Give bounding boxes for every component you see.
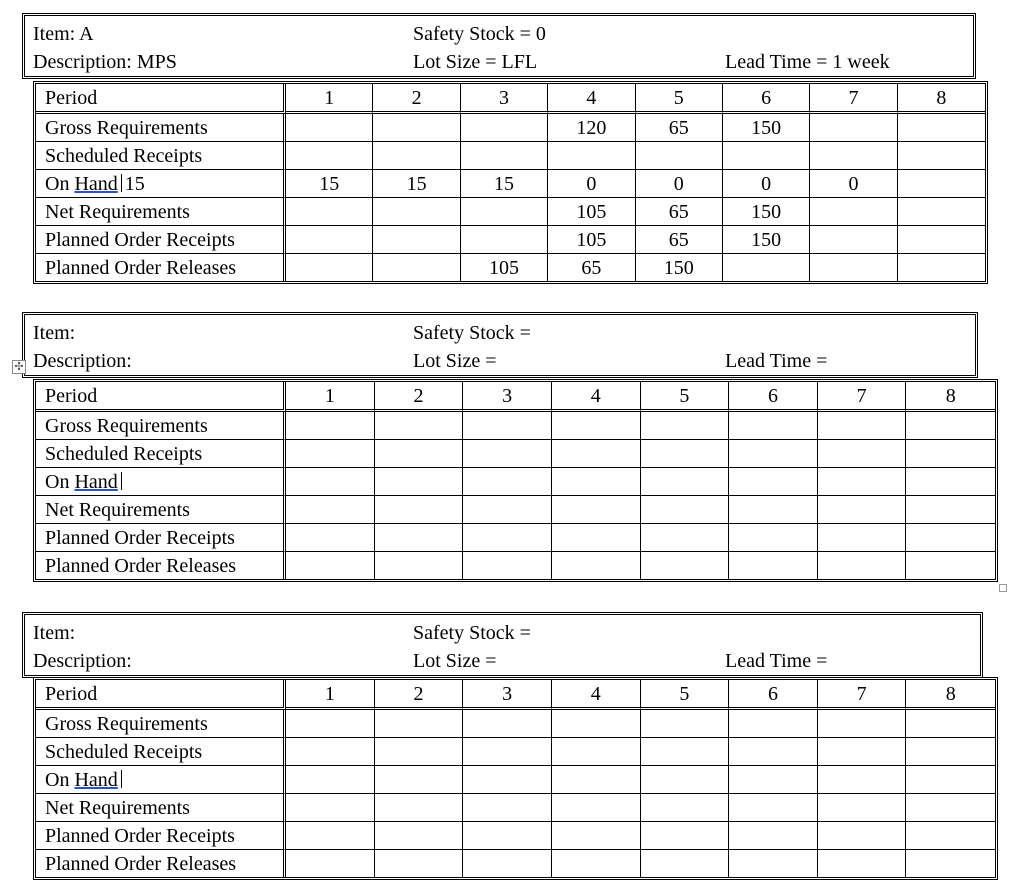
- grid-cell[interactable]: [906, 496, 995, 524]
- grid-cell[interactable]: [906, 552, 995, 579]
- mrp-row: [36, 440, 995, 468]
- period-number: 2: [375, 382, 464, 412]
- grid-cell[interactable]: 0: [810, 170, 897, 198]
- row-label: Planned Order Releases: [36, 254, 286, 281]
- mrp-row: [36, 412, 995, 440]
- period-number: 8: [898, 84, 985, 114]
- grid-cell[interactable]: [729, 850, 818, 877]
- grid-cell[interactable]: [286, 766, 375, 794]
- grid-cell[interactable]: [898, 254, 985, 281]
- row-label: Scheduled Receipts: [36, 738, 286, 766]
- row-label: Gross Requirements: [36, 114, 286, 142]
- on-hand-word: Hand: [74, 470, 118, 493]
- grid-cell[interactable]: [641, 822, 730, 850]
- grid-cell[interactable]: [906, 468, 995, 496]
- description-field[interactable]: Description: MPS: [33, 51, 177, 73]
- lead-time-field[interactable]: Lead Time =: [725, 350, 828, 372]
- period-number: 7: [810, 84, 897, 114]
- lead-time-field[interactable]: Lead Time =: [725, 650, 828, 672]
- grid-cell[interactable]: [286, 822, 375, 850]
- grid-cell[interactable]: 0: [723, 170, 810, 198]
- grid-cell[interactable]: [641, 468, 730, 496]
- row-label: Net Requirements: [36, 794, 286, 822]
- grid-cell[interactable]: [818, 766, 907, 794]
- period-number: 2: [375, 680, 464, 710]
- grid-cell[interactable]: [729, 552, 818, 579]
- grid-cell[interactable]: 15: [461, 170, 548, 198]
- grid-cell[interactable]: [463, 496, 552, 524]
- grid-cell[interactable]: [729, 440, 818, 468]
- row-label: Net Requirements: [36, 198, 286, 226]
- grid-cell[interactable]: [641, 738, 730, 766]
- grid-cell[interactable]: [286, 226, 373, 254]
- row-label: Scheduled Receipts: [36, 440, 286, 468]
- grid-cell[interactable]: [818, 468, 907, 496]
- grid-cell[interactable]: [463, 412, 552, 440]
- record-header-3: [22, 612, 983, 678]
- grid-cell[interactable]: [641, 524, 730, 552]
- grid-cell[interactable]: [810, 114, 897, 142]
- period-number: 1: [286, 84, 373, 114]
- grid-cell[interactable]: [375, 766, 464, 794]
- grid-cell[interactable]: 105: [461, 254, 548, 281]
- grid-cell[interactable]: [463, 822, 552, 850]
- grid-cell[interactable]: 65: [548, 254, 635, 281]
- grid-cell[interactable]: [552, 552, 641, 579]
- grid-cell[interactable]: [286, 198, 373, 226]
- mrp-row: [36, 254, 985, 281]
- on-hand-word: Hand: [74, 768, 118, 791]
- on-hand-initial[interactable]: 15: [124, 172, 145, 195]
- period-number: 6: [729, 680, 818, 710]
- period-number: 7: [818, 680, 907, 710]
- item-field[interactable]: Item:: [33, 322, 76, 344]
- row-label: Scheduled Receipts: [36, 142, 286, 170]
- grid-cell[interactable]: [810, 226, 897, 254]
- period-header-row: [36, 84, 985, 114]
- lot-size-field[interactable]: Lot Size =: [413, 350, 497, 372]
- period-number: 1: [286, 680, 375, 710]
- grid-cell[interactable]: [818, 412, 907, 440]
- mrp-row: [36, 226, 985, 254]
- grid-cell[interactable]: [375, 468, 464, 496]
- grid-cell[interactable]: [461, 142, 548, 170]
- grid-cell[interactable]: [463, 850, 552, 877]
- grid-cell[interactable]: [375, 412, 464, 440]
- grid-cell[interactable]: [552, 766, 641, 794]
- grid-cell[interactable]: [286, 468, 375, 496]
- period-number: 3: [463, 680, 552, 710]
- grid-cell[interactable]: [810, 198, 897, 226]
- period-number: 6: [729, 382, 818, 412]
- grid-cell[interactable]: [461, 198, 548, 226]
- grid-cell[interactable]: [375, 524, 464, 552]
- mrp-table-3: [33, 677, 998, 880]
- period-number: 3: [463, 382, 552, 412]
- period-number: 4: [552, 382, 641, 412]
- grid-cell[interactable]: [906, 822, 995, 850]
- grid-cell[interactable]: [552, 496, 641, 524]
- grid-cell[interactable]: [373, 254, 460, 281]
- grid-cell[interactable]: [810, 142, 897, 170]
- grid-cell[interactable]: [463, 524, 552, 552]
- text-cursor: [121, 174, 122, 192]
- period-label: Period: [36, 382, 286, 412]
- grid-cell[interactable]: [286, 142, 373, 170]
- mrp-row: [36, 468, 995, 496]
- period-header-row: [36, 382, 995, 412]
- grid-cell[interactable]: [818, 710, 907, 738]
- record-header-1: [22, 13, 976, 79]
- grid-cell[interactable]: [729, 738, 818, 766]
- resize-handle-icon[interactable]: [999, 584, 1007, 592]
- period-label: Period: [36, 84, 286, 114]
- grid-cell[interactable]: 0: [636, 170, 723, 198]
- grid-cell[interactable]: [463, 738, 552, 766]
- grid-cell[interactable]: [729, 794, 818, 822]
- grid-cell[interactable]: [552, 412, 641, 440]
- mrp-row: [36, 142, 985, 170]
- grid-cell[interactable]: [286, 850, 375, 877]
- grid-cell[interactable]: [898, 198, 985, 226]
- grid-cell[interactable]: [375, 710, 464, 738]
- grid-cell[interactable]: [818, 850, 907, 877]
- period-number: 5: [641, 680, 730, 710]
- grid-cell[interactable]: [729, 822, 818, 850]
- text-cursor: [121, 472, 122, 490]
- grid-cell[interactable]: [286, 524, 375, 552]
- grid-cell[interactable]: [729, 710, 818, 738]
- grid-cell[interactable]: [375, 496, 464, 524]
- period-number: 3: [461, 84, 548, 114]
- grid-cell[interactable]: [810, 254, 897, 281]
- description-field[interactable]: Description:: [33, 650, 132, 672]
- grid-cell[interactable]: [641, 766, 730, 794]
- grid-cell[interactable]: [818, 794, 907, 822]
- period-number: 8: [906, 382, 995, 412]
- row-label: Planned Order Receipts: [36, 524, 286, 552]
- grid-cell[interactable]: [461, 114, 548, 142]
- grid-cell[interactable]: [286, 254, 373, 281]
- mrp-row: [36, 496, 995, 524]
- grid-cell[interactable]: [286, 738, 375, 766]
- mrp-row: [36, 198, 985, 226]
- grid-cell[interactable]: 0: [548, 170, 635, 198]
- mrp-row: [36, 766, 995, 794]
- period-number: 2: [373, 84, 460, 114]
- grid-cell[interactable]: [552, 850, 641, 877]
- grid-cell[interactable]: [373, 142, 460, 170]
- grid-cell[interactable]: [898, 114, 985, 142]
- mrp-table-2: [33, 379, 998, 582]
- grid-cell[interactable]: [463, 794, 552, 822]
- item-field[interactable]: Item: A: [33, 23, 94, 45]
- period-number: 8: [906, 680, 995, 710]
- grid-cell[interactable]: [723, 142, 810, 170]
- grid-cell[interactable]: [906, 738, 995, 766]
- grid-cell[interactable]: [552, 440, 641, 468]
- grid-cell[interactable]: [375, 552, 464, 579]
- grid-cell[interactable]: [286, 710, 375, 738]
- period-number: 4: [552, 680, 641, 710]
- mrp-row: [36, 114, 985, 142]
- grid-cell[interactable]: 15: [286, 170, 373, 198]
- mrp-row: [36, 794, 995, 822]
- grid-cell[interactable]: [375, 822, 464, 850]
- grid-cell[interactable]: [898, 170, 985, 198]
- grid-cell[interactable]: [729, 412, 818, 440]
- row-label: Planned Order Releases: [36, 552, 286, 579]
- grid-cell[interactable]: [906, 766, 995, 794]
- grid-cell[interactable]: [636, 142, 723, 170]
- row-label: Planned Order Receipts: [36, 822, 286, 850]
- period-number: 5: [636, 84, 723, 114]
- grid-cell[interactable]: [286, 794, 375, 822]
- grid-cell[interactable]: [373, 114, 460, 142]
- grid-cell[interactable]: [906, 524, 995, 552]
- grid-cell[interactable]: [898, 226, 985, 254]
- grid-cell[interactable]: [906, 794, 995, 822]
- grid-cell[interactable]: [286, 440, 375, 468]
- mrp-row: [36, 710, 995, 738]
- safety-stock-field[interactable]: Safety Stock = 0: [413, 23, 546, 45]
- lead-time-field[interactable]: Lead Time = 1 week: [725, 51, 890, 73]
- grid-cell[interactable]: [548, 142, 635, 170]
- grid-cell[interactable]: [375, 794, 464, 822]
- item-field[interactable]: Item:: [33, 622, 76, 644]
- grid-cell[interactable]: [641, 850, 730, 877]
- grid-cell[interactable]: [818, 440, 907, 468]
- grid-cell[interactable]: [552, 524, 641, 552]
- grid-cell[interactable]: [463, 766, 552, 794]
- safety-stock-field[interactable]: Safety Stock =: [413, 622, 531, 644]
- lot-size-field[interactable]: Lot Size = LFL: [413, 51, 538, 73]
- grid-cell[interactable]: [729, 524, 818, 552]
- grid-cell[interactable]: [818, 496, 907, 524]
- row-label: Gross Requirements: [36, 710, 286, 738]
- grid-cell[interactable]: [552, 710, 641, 738]
- grid-cell[interactable]: [641, 552, 730, 579]
- grid-cell[interactable]: [375, 738, 464, 766]
- period-number: 1: [286, 382, 375, 412]
- grid-cell[interactable]: 65: [636, 226, 723, 254]
- text-cursor: [121, 770, 122, 788]
- grid-cell[interactable]: [373, 198, 460, 226]
- mrp-row: [36, 738, 995, 766]
- grid-cell[interactable]: [641, 710, 730, 738]
- grid-cell[interactable]: [552, 468, 641, 496]
- grid-cell[interactable]: [898, 142, 985, 170]
- grid-cell[interactable]: [641, 794, 730, 822]
- grid-cell[interactable]: [463, 552, 552, 579]
- grid-cell[interactable]: [552, 822, 641, 850]
- grid-cell[interactable]: [286, 412, 375, 440]
- grid-cell[interactable]: [463, 440, 552, 468]
- grid-cell[interactable]: 15: [373, 170, 460, 198]
- on-hand-label: On Hand: [36, 468, 286, 496]
- safety-stock-field[interactable]: Safety Stock =: [413, 322, 531, 344]
- grid-cell[interactable]: [463, 468, 552, 496]
- grid-cell[interactable]: [286, 552, 375, 579]
- grid-cell[interactable]: [729, 766, 818, 794]
- grid-cell[interactable]: 105: [548, 226, 635, 254]
- row-label: Gross Requirements: [36, 412, 286, 440]
- description-field[interactable]: Description:: [33, 350, 132, 372]
- period-header-row: [36, 680, 995, 710]
- mrp-table-1: [33, 81, 988, 284]
- grid-cell[interactable]: [818, 738, 907, 766]
- row-label: Planned Order Receipts: [36, 226, 286, 254]
- mrp-row: [36, 524, 995, 552]
- grid-cell[interactable]: [818, 552, 907, 579]
- grid-cell[interactable]: [906, 440, 995, 468]
- mrp-row: [36, 552, 995, 579]
- grid-cell[interactable]: [906, 412, 995, 440]
- grid-cell[interactable]: [463, 710, 552, 738]
- grid-cell[interactable]: [375, 850, 464, 877]
- grid-cell[interactable]: 150: [723, 114, 810, 142]
- grid-cell[interactable]: [286, 114, 373, 142]
- grid-cell[interactable]: [286, 496, 375, 524]
- on-hand-label: On Hand 15: [36, 170, 286, 198]
- on-hand-label: On Hand: [36, 766, 286, 794]
- grid-cell[interactable]: [818, 822, 907, 850]
- on-hand-word: Hand: [74, 172, 118, 195]
- row-label: Planned Order Releases: [36, 850, 286, 877]
- period-label: Period: [36, 680, 286, 710]
- grid-cell[interactable]: [373, 226, 460, 254]
- grid-cell[interactable]: 65: [636, 198, 723, 226]
- grid-cell[interactable]: [641, 496, 730, 524]
- grid-cell[interactable]: [552, 738, 641, 766]
- grid-cell[interactable]: 150: [636, 254, 723, 281]
- grid-cell[interactable]: [729, 468, 818, 496]
- move-handle-icon[interactable]: ✣: [12, 360, 26, 374]
- grid-cell[interactable]: [641, 440, 730, 468]
- row-label: Net Requirements: [36, 496, 286, 524]
- grid-cell[interactable]: [906, 710, 995, 738]
- grid-cell[interactable]: 120: [548, 114, 635, 142]
- record-header-2: [22, 312, 978, 378]
- grid-cell[interactable]: [641, 412, 730, 440]
- mrp-row: [36, 170, 985, 198]
- grid-cell[interactable]: [461, 226, 548, 254]
- mrp-row: [36, 850, 995, 877]
- grid-cell[interactable]: 150: [723, 226, 810, 254]
- grid-cell[interactable]: 65: [636, 114, 723, 142]
- grid-cell[interactable]: [818, 524, 907, 552]
- grid-cell[interactable]: [729, 496, 818, 524]
- period-number: 6: [723, 84, 810, 114]
- lot-size-field[interactable]: Lot Size =: [413, 650, 497, 672]
- grid-cell[interactable]: [552, 794, 641, 822]
- grid-cell[interactable]: [723, 254, 810, 281]
- period-number: 7: [818, 382, 907, 412]
- period-number: 5: [641, 382, 730, 412]
- grid-cell[interactable]: [375, 440, 464, 468]
- grid-cell[interactable]: [906, 850, 995, 877]
- grid-cell[interactable]: 105: [548, 198, 635, 226]
- period-number: 4: [548, 84, 635, 114]
- grid-cell[interactable]: 150: [723, 198, 810, 226]
- mrp-row: [36, 822, 995, 850]
